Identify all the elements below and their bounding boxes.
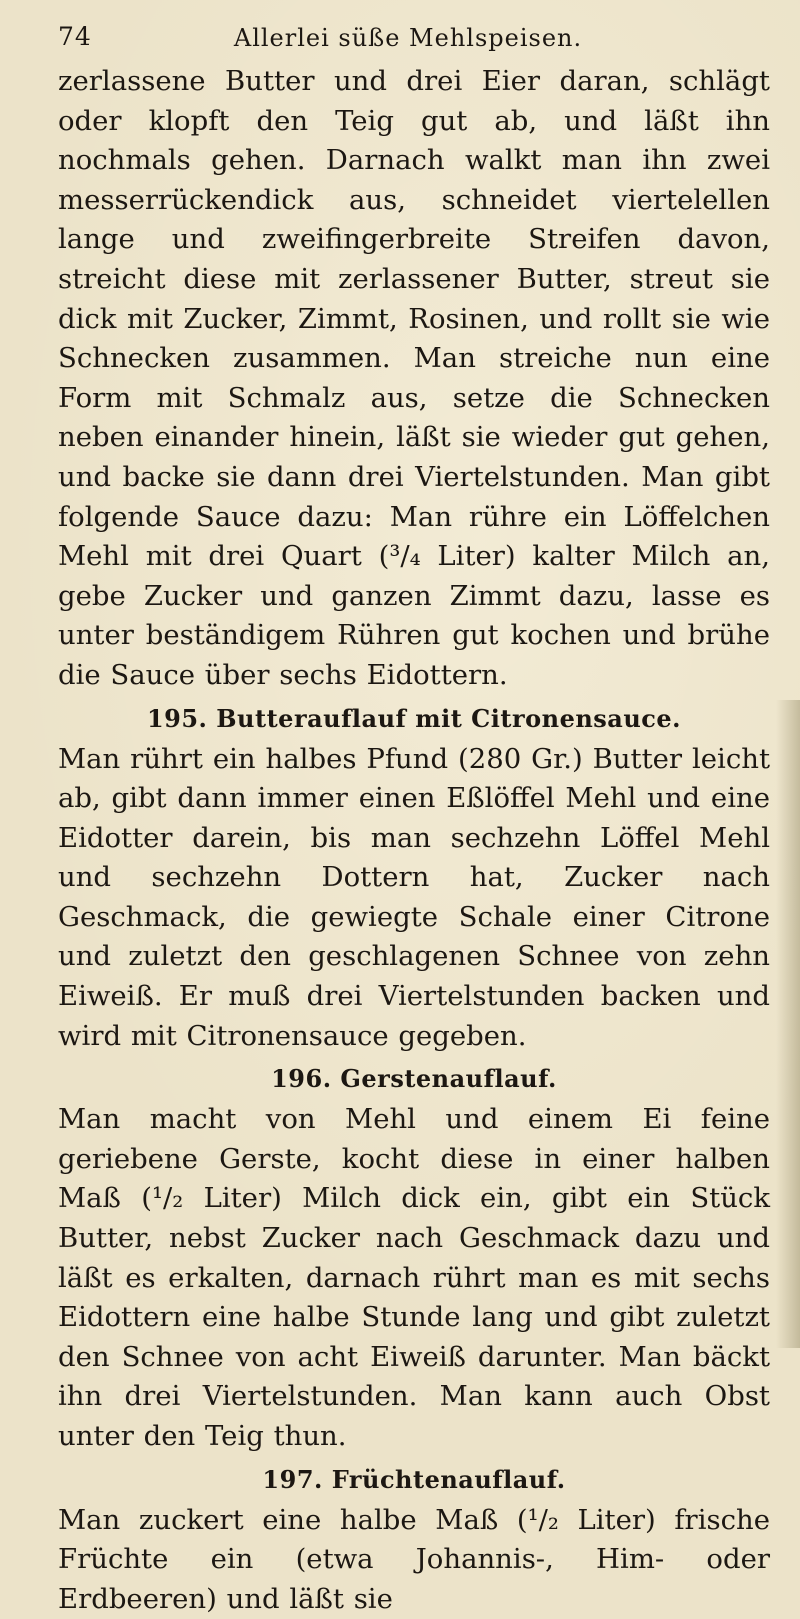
recipe-heading-197: 197. Früchtenauflauf. xyxy=(262,1464,566,1494)
recipe-text-197: Man zuckert eine halbe Maß (¹/₂ Liter) frische Früchte ein (etwa Johannis-, Him- oder Erdbeeren) und läßt sie xyxy=(58,1503,770,1615)
recipe-heading-196: 196. Gerstenauflauf. xyxy=(271,1064,557,1094)
page-header xyxy=(58,22,758,62)
page-edge-shadow xyxy=(776,700,800,1348)
running-title: Allerlei süße Mehlspeisen. xyxy=(233,24,583,52)
continued-paragraph: zerlassene Butter und drei Eier daran, schlägt oder klopft den Teig gut ab, und läßt ihn nochmals gehen. Darnach walkt man ihn zwei messerrückendick aus, schneidet viertelellen lange und zweifingerbreite Streifen davon, streicht diese mit zerlassener Butter, streut sie dick mit Zucker, Zimmt, Rosinen, und rollt sie wie Schnecken zusammen. Man streiche nun eine Form mit Schmalz aus, setze die Schnecken neben einander hinein, läßt sie wieder gut gehen, und backe sie dann drei Viertelstunden. Man gibt folgende Sauce dazu: Man rühre ein Löffelchen Mehl mit drei Quart (³/₄ Liter) kalter Milch an, gebe Zucker und ganzen Zimmt dazu, lasse es unter beständigem Rühren gut kochen und brühe die Sauce über sechs Eidottern. xyxy=(58,65,770,691)
page-number: 74 xyxy=(58,22,92,51)
recipe-text-195: Man rührt ein halbes Pfund (280 Gr.) Butter leicht ab, gibt dann immer einen Eßlöffel Mehl und eine Eidotter darein, bis man sechzehn Löffel Mehl und sechzehn Dottern hat, Zucker nach Geschmack, die gewiegte Schale einer Citrone und zuletzt den geschlagenen Schnee von zehn Eiweiß. Er muß drei Viertelstunden backen und wird mit Citronensauce gegeben. xyxy=(58,742,770,1052)
recipe-heading-195: 195. Butterauflauf mit Citronensauce. xyxy=(146,703,682,733)
recipe-text-196: Man macht von Mehl und einem Ei feine geriebene Gerste, kocht diese in einer halben Maß (¹/₂ Liter) Milch dick ein, gibt ein Stück Butter, nebst Zucker nach Geschmack dazu und läßt es erkalten, darnach rührt man es mit sechs Eidottern eine halbe Stunde lang und gibt zuletzt den Schnee von acht Eiweiß darunter. Man bäckt ihn drei Viertelstunden. Man kann auch Obst unter den Teig thun. xyxy=(58,1103,770,1452)
page-body xyxy=(58,62,770,1619)
